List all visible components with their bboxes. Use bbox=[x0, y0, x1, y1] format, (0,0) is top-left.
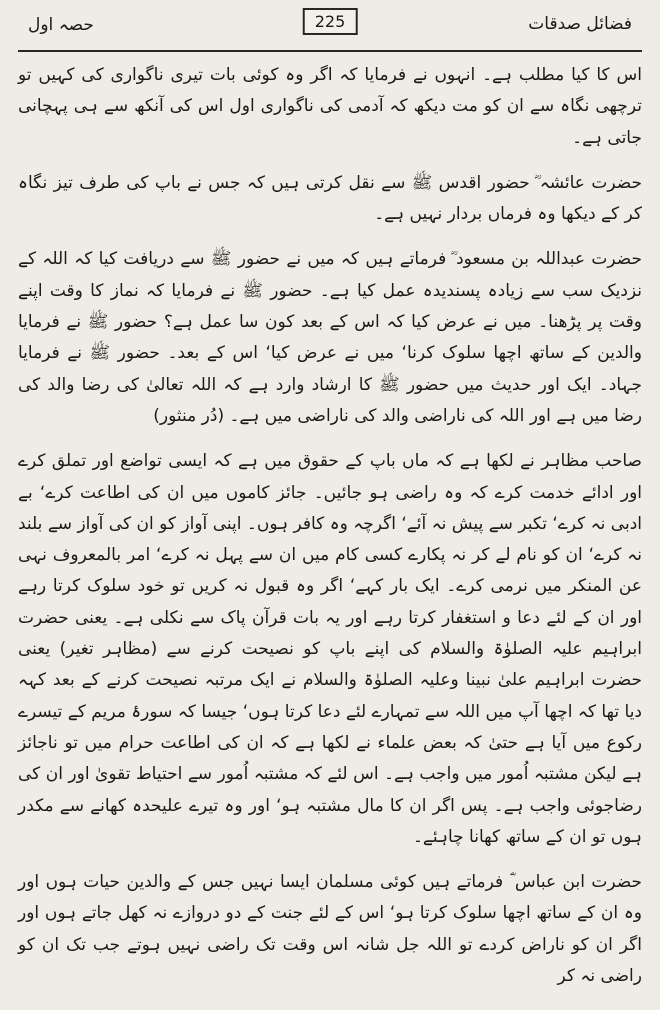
page-body bbox=[18, 52, 642, 992]
page-header bbox=[18, 0, 642, 52]
paragraph: اس کا کیا مطلب ہے۔ انہوں نے فرمایا کہ اگر وہ کوئی بات تیری ناگواری کی کہیں تو ترچھی نگاہ سے ان کو مت دیکھ کہ آدمی کی ناگواری اول اس کی آنکھ سے ہی پہچانی جاتی ہے۔ bbox=[18, 65, 642, 148]
section-label: حصہ اول bbox=[28, 15, 94, 35]
paragraph: حضرت عبداللہ بن مسعود ؓ فرماتے ہیں کہ میں نے حضور ﷺ سے دریافت کیا کہ اللہ کے نزدیک سب سے زیادہ پسندیدہ عمل کیا ہے۔ حضور ﷺ نے فرمایا کہ نماز کا وقت اپنے وقت پر پڑھنا۔ میں نے عرض کیا کہ اس کے بعد کون سا عمل ہے؟ حضور ﷺ نے فرمایا والدین کے ساتھ اچھا سلوک کرنا‘ میں نے عرض کیا‘ اس کے بعد۔ حضور ﷺ نے فرمایا جہاد۔ ایک اور حدیث میں حضور ﷺ کا ارشاد وارد ہے کہ اللہ تعالیٰ کی رضا والد کی رضا میں ہے اور اللہ کی ناراضی والد کی ناراضی میں ہے۔ (دُر منثور) bbox=[18, 249, 642, 426]
book-title: فضائل صدقات bbox=[528, 14, 632, 34]
paragraph: حضرت عائشہ ؓ حضور اقدس ﷺ سے نقل کرتی ہیں کہ جس نے باپ کی طرف تیز نگاہ کر کے دیکھا وہ فرماں بردار نہیں ہے۔ bbox=[18, 172, 642, 225]
paragraph: صاحب مظاہر نے لکھا ہے کہ ماں باپ کے حقوق میں ہے کہ ایسی تواضع اور تملق کرے اور ادائے خدمت کرے کہ وہ راضی ہو جائیں۔ جائز کاموں میں ان کی اطاعت کرے‘ بے ادبی نہ کرے‘ تکبر سے پیش نہ آئے‘ اگرچہ وہ کافر ہوں۔ اپنی آواز کو ان کی آواز سے بلند نہ کرے‘ ان کو نام لے کر نہ پکارے کسی کام میں ان سے پہل نہ کرے‘ امر بالمعروف نہی عن المنکر میں نرمی کرے۔ ایک بار کہے‘ اگر وہ قبول نہ کریں تو خود سلوک کرتا رہے اور ان کے لئے دعا و استغفار کرتا رہے اور یہ بات قرآن پاک سے نکلی ہے۔ یعنی حضرت ابراہیم علیہ الصلوٰۃ والسلام کی اپنے باپ کو نصیحت کرنے سے (مظاہر تغیر) یعنی حضرت ابراہیم علیٰ نبینا وعلیہ الصلوٰۃ والسلام نے ایک مرتبہ نصیحت کرنے کے بعد کہہ دیا تھا کہ اچھا آپ میں اللہ سے تمہارے لئے دعا کرتا ہوں‘ جیسا کہ سورۂ مریم کے تیسرے رکوع میں آیا ہے حتیٰ کہ بعض علماء نے لکھا ہے کہ ان کی اطاعت حرام میں تو ناجائز ہے لیکن مشتبہ اُمور میں واجب ہے۔ اس لئے کہ مشتبہ اُمور سے احتیاط تقویٰ اور ان کی رضاجوئی واجب ہے۔ پس اگر ان کا مال مشتبہ ہو‘ اور وہ تیرے علیحدہ کھانے سے مکدر ہوں تو ان کے ساتھ کھانا چاہئے۔ bbox=[18, 451, 642, 847]
page-number: 225 bbox=[303, 8, 358, 35]
paragraph: حضرت ابن عباس ؓ فرماتے ہیں کوئی مسلمان ایسا نہیں جس کے والدین حیات ہوں اور وہ ان کے ساتھ اچھا سلوک کرتا ہو‘ اس کے لئے جنت کے دو دروازے نہ کھل جاتے ہوں اور اگر ان کو ناراض کردے تو اللہ جل شانہ اس وقت تک راضی نہیں ہوتے جب تک ان کو راضی نہ کر bbox=[18, 872, 642, 987]
